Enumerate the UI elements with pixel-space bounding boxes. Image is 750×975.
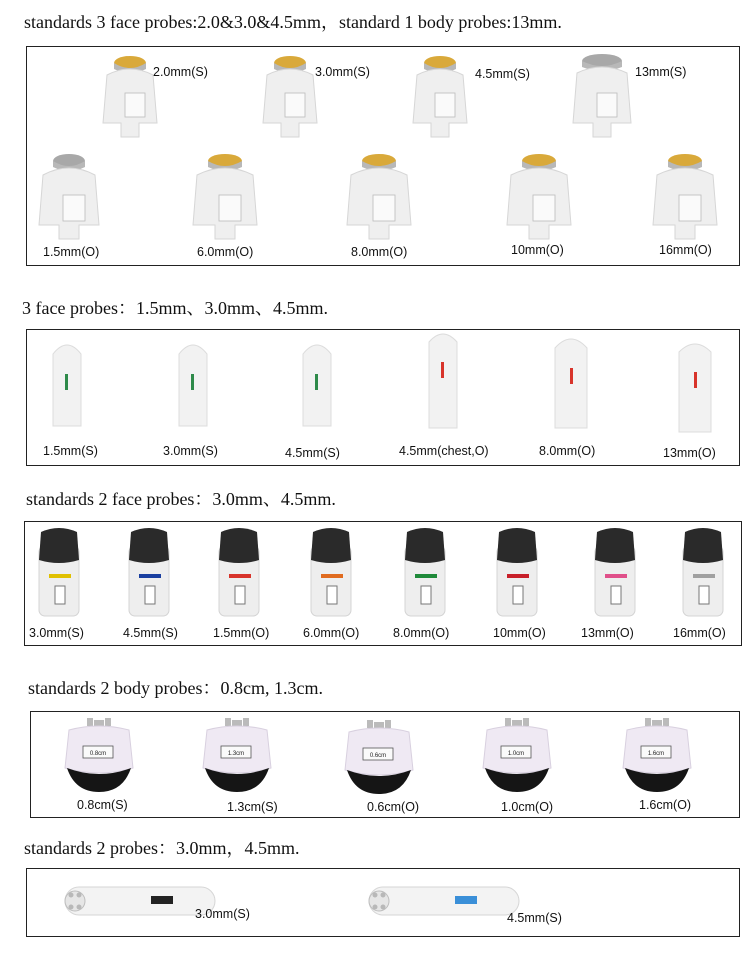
probe-label: 0.8cm(S): [77, 798, 128, 812]
section-2-heading: 3 face probes：1.5mm、3.0mm、4.5mm.: [22, 298, 328, 318]
probe-label: 13mm(O): [663, 446, 716, 460]
probe-tag: 1.6cm: [647, 751, 665, 757]
cartridge-probe: [409, 53, 471, 141]
section-3-heading: standards 2 face probes：3.0mm、4.5mm.: [26, 489, 336, 509]
probe-label: 13mm(S): [635, 65, 687, 79]
pen-probe: [361, 883, 521, 919]
cartridge-probe: [33, 151, 105, 241]
probe-label: 4.5mm(S): [285, 446, 340, 460]
body-probe: [341, 718, 417, 796]
probe-label: 3.0mm(S): [163, 444, 218, 458]
probe-label: 4.5mm(S): [507, 911, 562, 925]
section-4-heading: standards 2 body probes：0.8cm, 1.3cm.: [28, 678, 323, 698]
probe-label: 16mm(O): [659, 243, 712, 257]
section-5-panel: [26, 868, 740, 937]
probe-label: 4.5mm(S): [475, 67, 530, 81]
probe-label: 8.0mm(O): [539, 444, 596, 458]
cartridge-probe: [99, 53, 161, 141]
probe-label: 1.3cm(S): [227, 800, 278, 814]
body-probe: [199, 716, 275, 794]
tube-probe: [425, 330, 461, 430]
probe-label: 6.0mm(O): [303, 626, 360, 640]
tube-probe: [551, 334, 591, 430]
probe-label: 2.0mm(S): [153, 65, 208, 79]
probe-label: 16mm(O): [673, 626, 726, 640]
cartridge-probe: [341, 151, 417, 241]
probe-label: 0.6cm(O): [367, 800, 420, 814]
dark-cap-probe: [35, 526, 83, 618]
probe-label: 8.0mm(O): [351, 245, 408, 259]
dark-cap-probe: [679, 526, 727, 618]
section-3-panel: [24, 521, 742, 646]
probe-label: 10mm(O): [511, 243, 564, 257]
cartridge-probe: [569, 51, 635, 141]
probe-label: 3.0mm(S): [315, 65, 370, 79]
section-5-heading: standards 2 probes：3.0mm，4.5mm.: [24, 838, 300, 858]
body-probe: [61, 716, 137, 794]
probe-label: 4.5mm(S): [123, 626, 178, 640]
probe-label: 3.0mm(S): [195, 907, 250, 921]
section-1-panel: [26, 46, 740, 266]
cartridge-probe: [187, 151, 263, 241]
dark-cap-probe: [591, 526, 639, 618]
section-2-panel: [26, 329, 740, 466]
probe-label: 1.6cm(O): [639, 798, 692, 812]
probe-label: 1.5mm(O): [43, 245, 100, 259]
dark-cap-probe: [215, 526, 263, 618]
probe-tag: 0.6cm: [369, 753, 387, 759]
cartridge-probe: [259, 53, 321, 141]
body-probe: [619, 716, 695, 794]
probe-label: 13mm(O): [581, 626, 634, 640]
tube-probe: [175, 338, 211, 430]
probe-tag: 0.8cm: [89, 751, 107, 757]
tube-probe: [299, 338, 335, 430]
probe-label: 10mm(O): [493, 626, 546, 640]
tube-probe: [675, 338, 715, 434]
cartridge-probe: [647, 151, 723, 241]
probe-label: 6.0mm(O): [197, 245, 254, 259]
dark-cap-probe: [125, 526, 173, 618]
dark-cap-probe: [493, 526, 541, 618]
probe-label: 4.5mm(chest,O): [399, 444, 489, 458]
section-4-panel: [30, 711, 740, 818]
dark-cap-probe: [307, 526, 355, 618]
section-1-heading: standards 3 face probes:2.0&3.0&4.5mm，standard 1 body probes:13mm.: [24, 12, 562, 32]
dark-cap-probe: [401, 526, 449, 618]
probe-label: 1.5mm(O): [213, 626, 270, 640]
pen-probe: [57, 883, 217, 919]
probe-label: 1.0cm(O): [501, 800, 554, 814]
body-probe: [479, 716, 555, 794]
probe-tag: 1.3cm: [227, 751, 245, 757]
tube-probe: [49, 338, 85, 430]
cartridge-probe: [501, 151, 577, 241]
probe-tag: 1.0cm: [507, 751, 525, 757]
probe-label: 8.0mm(O): [393, 626, 450, 640]
probe-label: 1.5mm(S): [43, 444, 98, 458]
probe-label: 3.0mm(S): [29, 626, 84, 640]
